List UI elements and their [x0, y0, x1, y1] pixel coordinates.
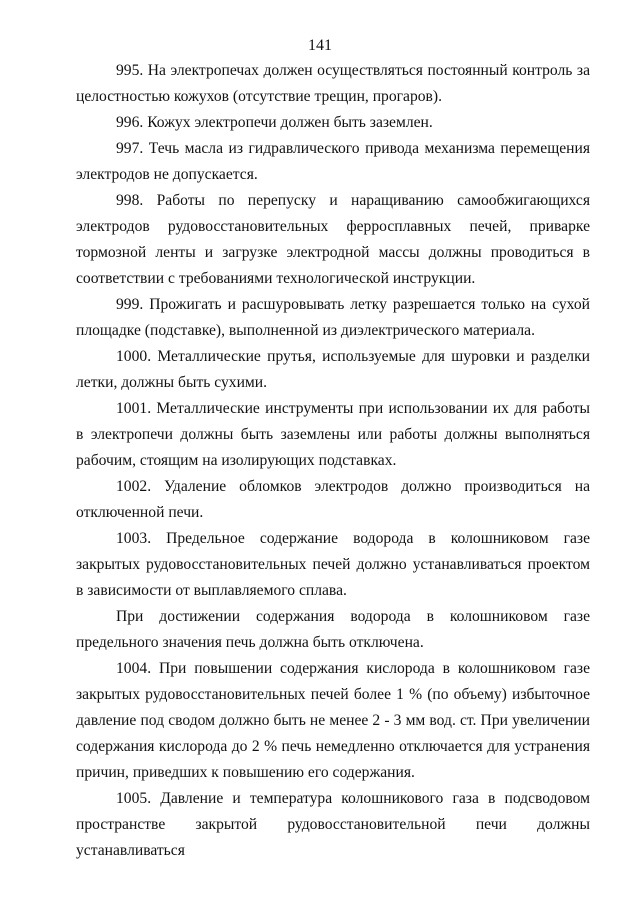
paragraph-1002: 1002. Удаление обломков электродов должно производиться на отключенной печи.	[76, 478, 590, 521]
paragraph-995: 995. На электропечах должен осуществляться постоянный контроль за целостностью кожухов (отсутствие трещин, прогаров).	[76, 62, 590, 105]
document-body	[76, 58, 590, 864]
paragraph-999: 999. Прожигать и расшуровывать летку разрешается только на сухой площадке (подставке), выполненной из диэлектрического материала.	[76, 296, 590, 339]
paragraph-998: 998. Работы по перепуску и наращиванию самообжигающихся электродов рудовосстановительных ферросплавных печей, приварке тормозной ленты и загрузке электродной массы должны проводиться в соответствии с требованиями технологической инструкции.	[76, 192, 590, 287]
page-number: 141	[308, 37, 332, 54]
paragraph-996: 996. Кожух электропечи должен быть заземлен.	[116, 114, 433, 131]
paragraph-1003: 1003. Предельное содержание водорода в колошниковом газе закрытых рудовосстановительных печей должно устанавливаться проектом в зависимости от выплавляемого сплава.	[76, 530, 590, 599]
paragraph-1005: 1005. Давление и температура колошникового газа в подсводовом пространстве закрытой рудовосстановительной печи должны устанавливаться	[76, 790, 590, 859]
paragraph-1004: 1004. При повышении содержания кислорода в колошниковом газе закрытых рудовосстановительных печей более 1 % (по объему) избыточное давление под сводом должно быть не менее 2 - 3 мм вод. ст. При увеличении содержания кислорода до 2 % печь немедленно отключается для устранения причин, приведших к повышению его содержания.	[76, 660, 590, 781]
paragraph-1000: 1000. Металлические прутья, используемые для шуровки и разделки летки, должны быть сухими.	[76, 348, 590, 391]
paragraph-1003-continued: При достижении содержания водорода в колошниковом газе предельного значения печь должна быть отключена.	[76, 608, 590, 651]
paragraph-997: 997. Течь масла из гидравлического привода механизма перемещения электродов не допускается.	[76, 140, 590, 183]
paragraph-1001: 1001. Металлические инструменты при использовании их для работы в электропечи должны быть заземлены или работы должны выполняться рабочим, стоящим на изолирующих подставках.	[76, 400, 590, 469]
